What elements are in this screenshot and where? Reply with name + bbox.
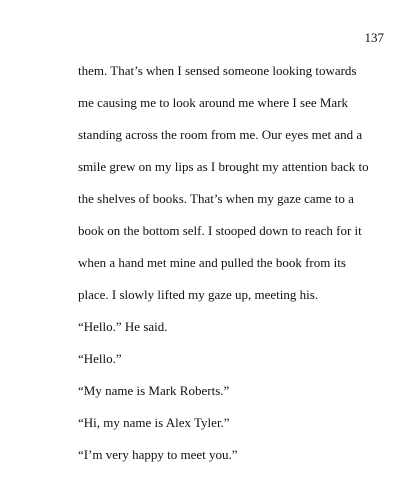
- text-line: the shelves of books. That’s when my gaze came to a: [78, 191, 354, 206]
- text-line: them. That’s when I sensed someone looking towards: [78, 63, 357, 78]
- dialogue-line: “Hello.” He said.: [78, 319, 168, 334]
- page-number: 137: [364, 30, 384, 45]
- text-line: smile grew on my lips as I brought my attention back to: [78, 159, 369, 174]
- text-line: me causing me to look around me where I see Mark: [78, 95, 349, 110]
- dialogue-line: “Hello.”: [78, 351, 122, 366]
- dialogue-line: “Hi, my name is Alex Tyler.”: [78, 415, 230, 430]
- text-line: standing across the room from me. Our eyes met and a: [78, 127, 363, 142]
- dialogue-line: “My name is Mark Roberts.”: [78, 383, 230, 398]
- dialogue-line: “I’m very happy to meet you.”: [78, 447, 238, 462]
- text-line: book on the bottom self. I stooped down to reach for it: [78, 223, 362, 238]
- text-line: place. I slowly lifted my gaze up, meeting his.: [78, 287, 319, 302]
- body-text: [78, 63, 378, 479]
- text-line: when a hand met mine and pulled the book from its: [78, 255, 346, 270]
